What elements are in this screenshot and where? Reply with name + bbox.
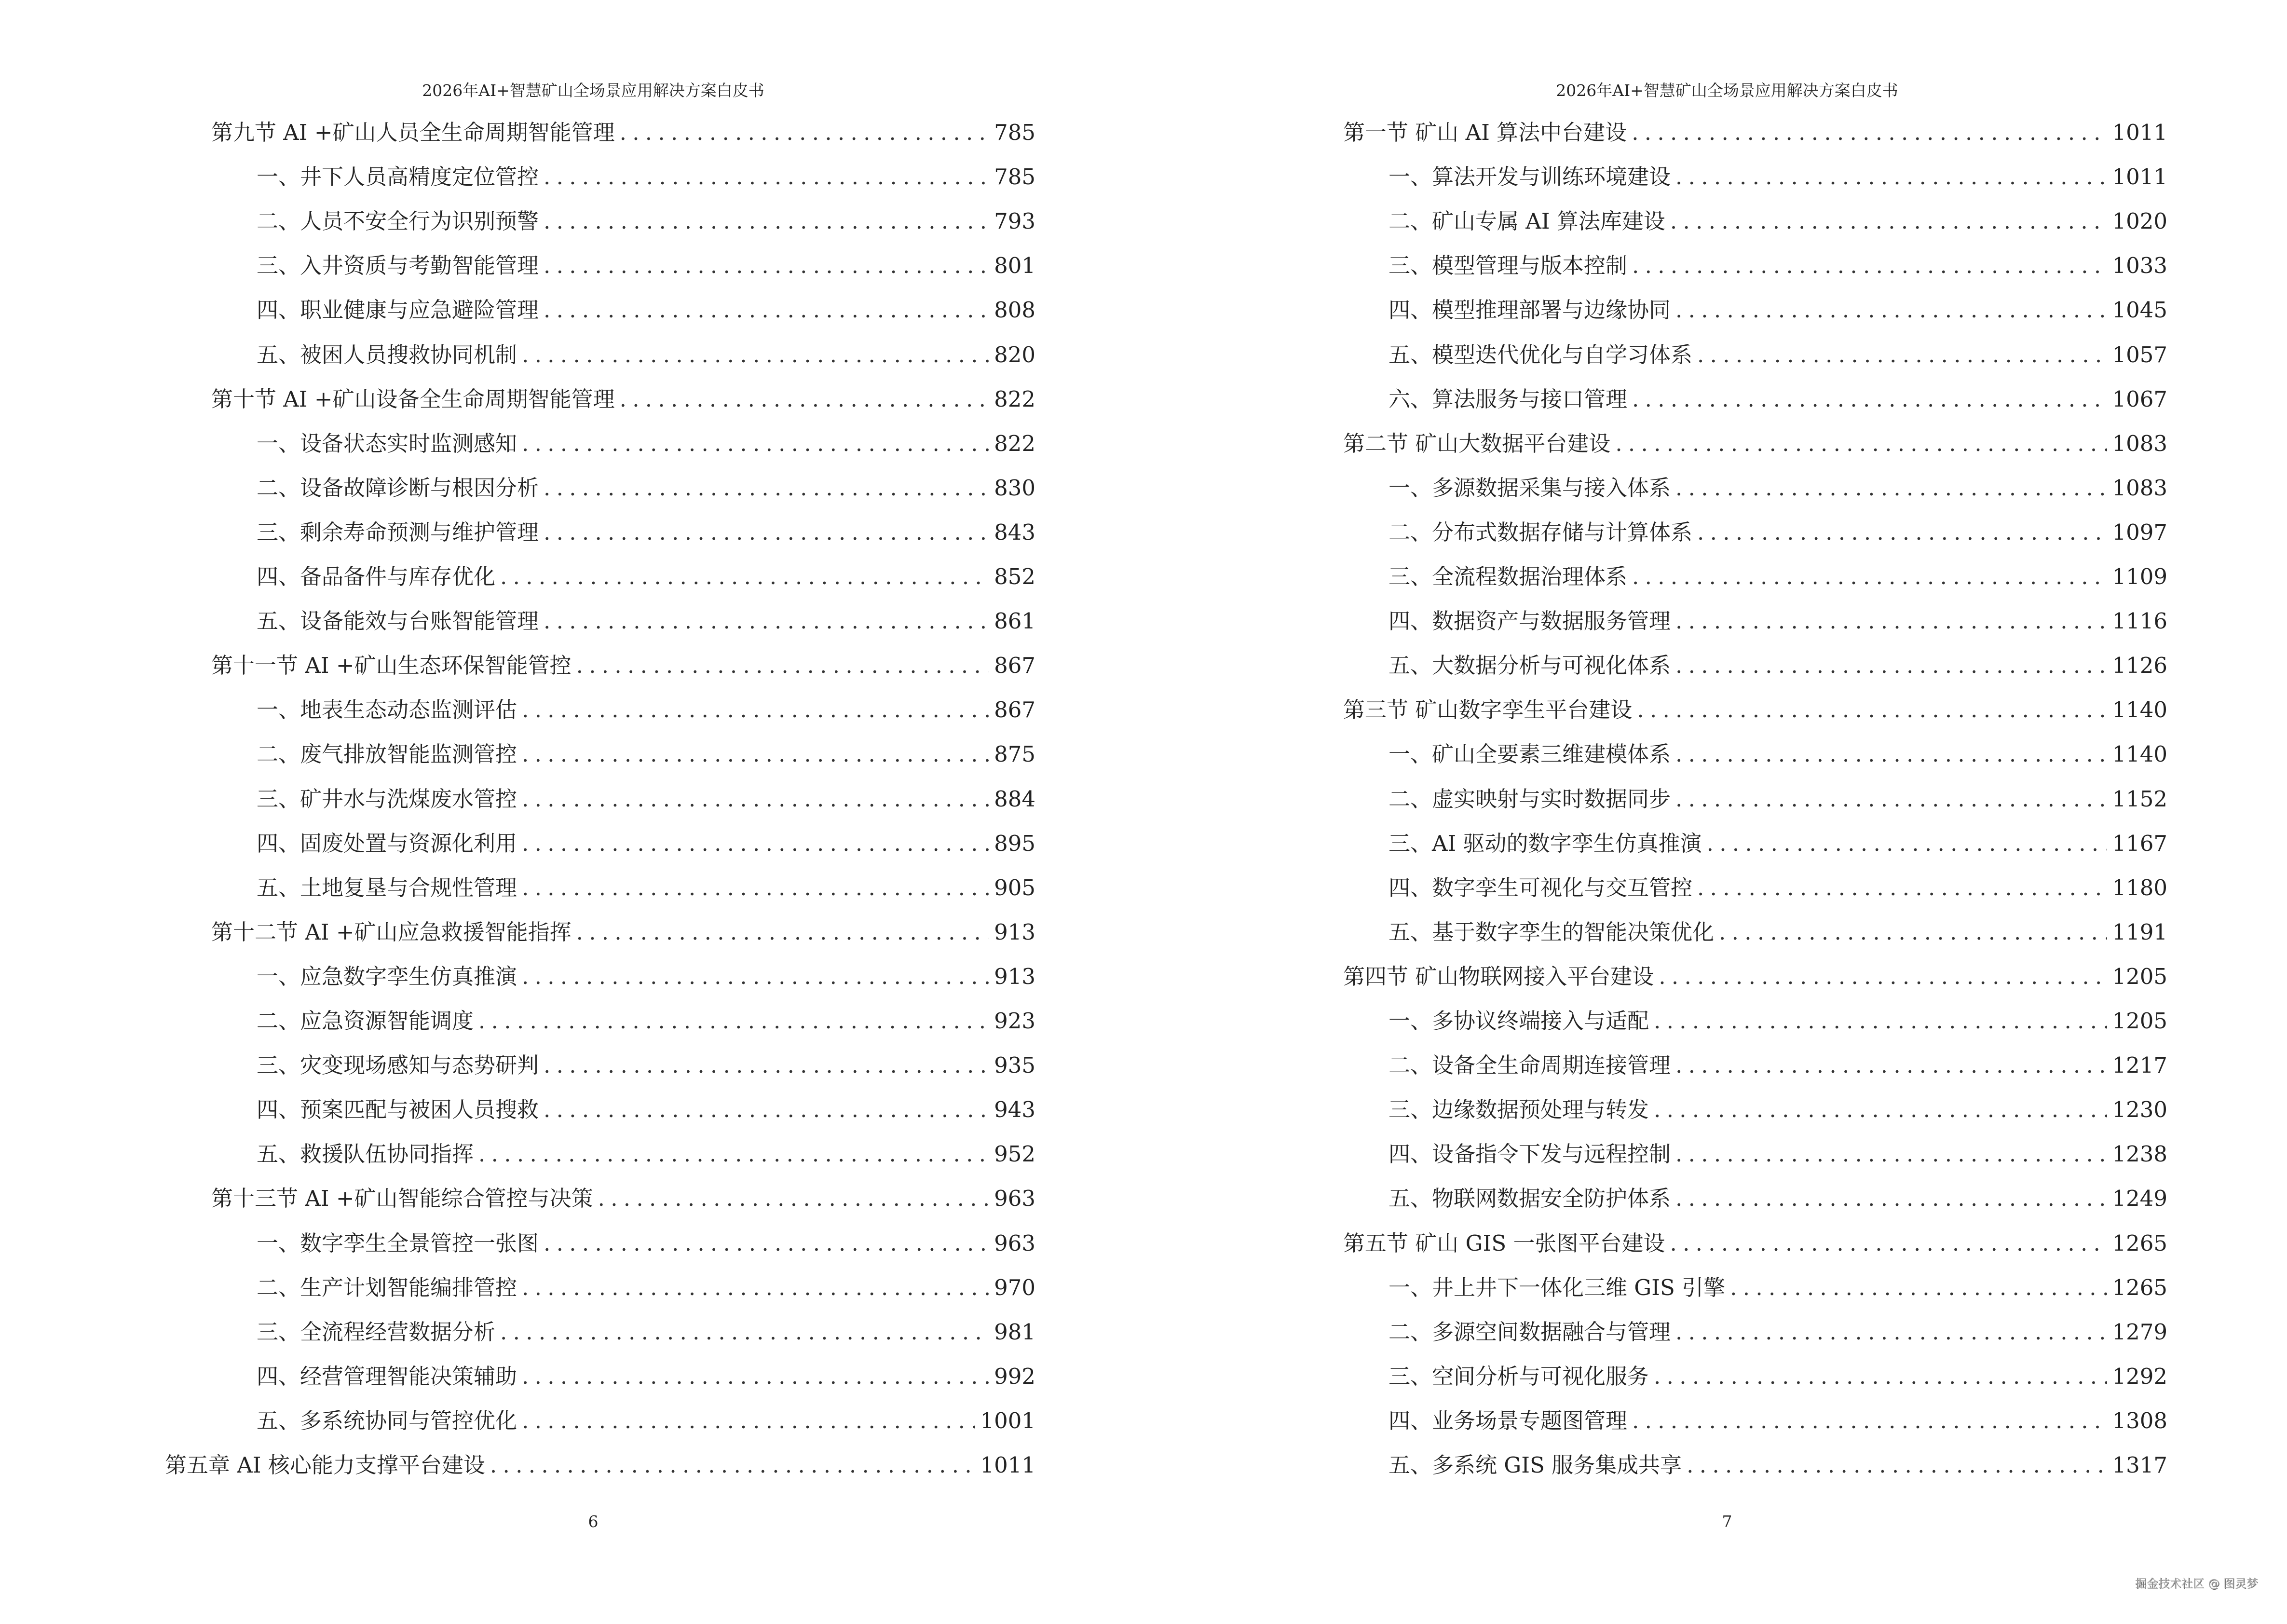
dot-leader [1670, 1229, 2107, 1258]
dot-leader [522, 1362, 989, 1391]
toc-entry-page: 1217 [2112, 1052, 2167, 1078]
toc-entry-title: 一、多协议终端接入与适配 [1389, 1008, 1649, 1034]
toc-entry-title: 第五节 矿山 GIS 一张图平台建设 [1343, 1230, 1665, 1256]
toc-entry-title: 第十一节 AI +矿山生态环保智能管控 [211, 653, 572, 679]
toc-entry-page: 1191 [2112, 919, 2167, 945]
toc-entry-title: 一、多源数据采集与接入体系 [1389, 475, 1671, 501]
toc-entry-title: 一、井上井下一体化三维 GIS 引擎 [1389, 1274, 1726, 1300]
toc-entry-page: 1152 [2112, 786, 2167, 812]
toc-entry-title: 五、基于数字孪生的智能决策优化 [1389, 919, 1715, 945]
dot-leader [1697, 341, 2107, 369]
toc-entry-title: 五、多系统 GIS 服务集成共享 [1389, 1452, 1682, 1478]
toc-entry-page: 1205 [2112, 963, 2167, 989]
dot-leader [522, 1273, 989, 1302]
toc-entry-title: 四、数据资产与数据服务管理 [1389, 608, 1671, 634]
toc-entry-item[interactable] [1389, 740, 2167, 769]
dot-leader [522, 873, 989, 902]
dot-leader [1632, 562, 2107, 591]
toc-entry-item[interactable] [257, 785, 1035, 814]
toc-entry-page: 785 [994, 164, 1035, 190]
toc-entry-item[interactable] [257, 1229, 1035, 1258]
toc-entry-title: 一、数字孪生全景管控一张图 [257, 1230, 539, 1256]
toc-entry-title: 六、算法服务与接口管理 [1389, 386, 1628, 412]
toc-entry-section[interactable] [1343, 962, 2167, 991]
dot-leader [1632, 251, 2107, 280]
toc-entry-title: 二、多源空间数据融合与管理 [1389, 1319, 1671, 1345]
dot-leader [1675, 740, 2107, 769]
toc-entry-title: 四、职业健康与应急避险管理 [257, 297, 539, 323]
toc-entry-page: 1140 [2112, 741, 2167, 767]
dot-leader [500, 562, 989, 591]
toc-entry-title: 一、井下人员高精度定位管控 [257, 164, 539, 190]
toc-entry-page: 970 [994, 1274, 1035, 1300]
toc-entry-page: 1067 [2112, 386, 2167, 412]
dot-leader [544, 474, 989, 503]
toc-entry-page: 1308 [2112, 1407, 2167, 1433]
toc-entry-page: 852 [994, 564, 1035, 589]
toc-entry-section[interactable] [211, 918, 1035, 947]
dot-leader [522, 740, 989, 769]
toc-entry-page: 1045 [2112, 297, 2167, 323]
toc-entry-page: 1011 [2112, 120, 2167, 145]
dot-leader [522, 1406, 975, 1435]
toc-entry-title: 第十二节 AI +矿山应急救援智能指挥 [211, 919, 572, 945]
toc-entry-page: 1083 [2112, 475, 2167, 501]
toc-entry-page: 935 [994, 1052, 1035, 1078]
toc-entry-item[interactable] [1389, 518, 2167, 547]
dot-leader [478, 1140, 989, 1169]
toc-entry-page: 793 [994, 208, 1035, 234]
toc-entry-item[interactable] [257, 429, 1035, 458]
toc-entry-page: 1033 [2112, 253, 2167, 279]
toc-entry-page: 992 [994, 1363, 1035, 1389]
dot-leader [522, 696, 989, 724]
toc-entry-title: 第十三节 AI +矿山智能综合管控与决策 [211, 1186, 593, 1212]
toc-entry-item[interactable] [1389, 1318, 2167, 1347]
toc-entry-section[interactable] [211, 118, 1035, 147]
running-header: 2026年AI+智慧矿山全场景应用解决方案白皮书 [422, 81, 764, 100]
toc-entry-title: 五、设备能效与台账智能管理 [257, 608, 539, 634]
toc-entry-item[interactable] [1389, 651, 2167, 680]
toc-entry-page: 952 [994, 1141, 1035, 1167]
dot-leader [576, 651, 990, 680]
toc-entry-page: 830 [994, 475, 1035, 501]
toc-entry-title: 三、灾变现场感知与态势研判 [257, 1052, 539, 1078]
toc-entry-title: 四、业务场景专题图管理 [1389, 1407, 1628, 1433]
toc-entry-title: 五、被困人员搜救协同机制 [257, 341, 517, 368]
toc-entry-page: 884 [994, 786, 1035, 812]
dot-leader [544, 518, 989, 547]
toc-entry-item[interactable] [1389, 251, 2167, 280]
dot-leader [1697, 873, 2107, 902]
dot-leader [620, 385, 990, 414]
toc-entry-item[interactable] [257, 1095, 1035, 1124]
toc-entry-item[interactable] [257, 251, 1035, 280]
toc-entry-item[interactable] [257, 740, 1035, 769]
toc-entry-page: 1317 [2112, 1452, 2167, 1478]
toc-entry-page: 1011 [980, 1452, 1035, 1478]
dot-leader [1675, 785, 2107, 814]
toc-entry-section[interactable] [1343, 429, 2167, 458]
toc-entry-page: 963 [994, 1230, 1035, 1256]
dot-leader [522, 785, 989, 814]
toc-entry-title: 二、虚实映射与实时数据同步 [1389, 786, 1671, 812]
toc-entry-title: 四、预案匹配与被困人员搜救 [257, 1097, 539, 1123]
toc-entry-page: 875 [994, 741, 1035, 767]
dot-leader [544, 607, 989, 636]
toc-entry-page: 981 [994, 1319, 1035, 1345]
toc-entry-item[interactable] [1389, 385, 2167, 414]
toc-entry-item[interactable] [1389, 1007, 2167, 1036]
toc-entry-title: 五、救援队伍协同指挥 [257, 1141, 474, 1167]
toc-entry-title: 四、固废处置与资源化利用 [257, 830, 517, 856]
dot-leader [598, 1184, 990, 1213]
toc-entry-title: 二、应急资源智能调度 [257, 1008, 474, 1034]
toc-entry-title: 二、废气排放智能监测管控 [257, 741, 517, 767]
toc-entry-title: 四、设备指令下发与远程控制 [1389, 1141, 1671, 1167]
toc-entry-page: 923 [994, 1008, 1035, 1034]
toc-entry-item[interactable] [1389, 1184, 2167, 1213]
toc-entry-title: 第四节 矿山物联网接入平台建设 [1343, 963, 1654, 989]
toc-entry-item[interactable] [1389, 1273, 2167, 1302]
toc-entry-title: 一、矿山全要素三维建模体系 [1389, 741, 1671, 767]
dot-leader [1675, 296, 2107, 325]
dot-leader [1654, 1007, 2107, 1036]
toc-entry-title: 五、多系统协同与管控优化 [257, 1407, 517, 1433]
dot-leader [1687, 1451, 2107, 1480]
toc-entry-page: 808 [994, 297, 1035, 323]
watermark: 掘金技术社区 @ 图灵梦 [2135, 1577, 2258, 1590]
dot-leader [1675, 651, 2107, 680]
toc-entry-item[interactable] [257, 207, 1035, 236]
toc-entry-page: 1001 [980, 1407, 1035, 1433]
toc-entry-title: 二、设备故障诊断与根因分析 [257, 475, 539, 501]
toc-entry-page: 1083 [2112, 430, 2167, 456]
toc-entry-section[interactable] [1343, 1229, 2167, 1258]
toc-entry-page: 1020 [2112, 208, 2167, 234]
toc-entry-item[interactable] [1389, 163, 2167, 191]
toc-entry-title: 三、空间分析与可视化服务 [1389, 1363, 1649, 1389]
toc-entry-title: 第三节 矿山数字孪生平台建设 [1343, 697, 1633, 723]
toc-entry-page: 1116 [2112, 608, 2167, 634]
toc-entry-title: 四、经营管理智能决策辅助 [257, 1363, 517, 1389]
toc-entry-item[interactable] [1389, 1362, 2167, 1391]
toc-entry-title: 三、全流程经营数据分析 [257, 1319, 496, 1345]
toc-entry-item[interactable] [257, 1362, 1035, 1391]
dot-leader [1675, 1051, 2107, 1080]
dot-leader [1632, 1406, 2107, 1435]
dot-leader [544, 251, 989, 280]
toc-entry-title: 三、AI 驱动的数字孪生仿真推演 [1389, 830, 1702, 856]
toc-entry-page: 1109 [2112, 564, 2167, 589]
toc-entry-page: 1279 [2112, 1319, 2167, 1345]
toc-entry-item[interactable] [257, 518, 1035, 547]
dot-leader [544, 1051, 989, 1080]
toc-entry-page: 867 [994, 697, 1035, 723]
toc-entry-item[interactable] [1389, 785, 2167, 814]
toc-entry-title: 四、数字孪生可视化与交互管控 [1389, 874, 1693, 901]
toc-entry-chapter[interactable] [165, 1451, 1035, 1480]
toc-entry-page: 1238 [2112, 1141, 2167, 1167]
dot-leader [1719, 918, 2107, 947]
toc-entry-title: 二、人员不安全行为识别预警 [257, 208, 539, 234]
toc-entry-page: 1249 [2112, 1186, 2167, 1212]
toc-entry-item[interactable] [257, 341, 1035, 369]
dot-leader [1654, 1362, 2107, 1391]
toc-entry-item[interactable] [1389, 562, 2167, 591]
dot-leader [1675, 1318, 2107, 1347]
toc-entry-item[interactable] [257, 1273, 1035, 1302]
toc-entry-item[interactable] [257, 296, 1035, 325]
toc-entry-item[interactable] [1389, 607, 2167, 636]
toc-entry-section[interactable] [211, 1184, 1035, 1213]
dot-leader [544, 207, 989, 236]
toc-entry-title: 二、设备全生命周期连接管理 [1389, 1052, 1671, 1078]
dot-leader [522, 341, 989, 369]
toc-entry-page: 861 [994, 608, 1035, 634]
dot-leader [478, 1007, 989, 1036]
toc-entry-item[interactable] [1389, 1095, 2167, 1124]
toc-entry-page: 1292 [2112, 1363, 2167, 1389]
toc-entry-page: 913 [994, 963, 1035, 989]
dot-leader [1637, 696, 2107, 724]
dot-leader [1632, 385, 2107, 414]
toc-entry-page: 943 [994, 1097, 1035, 1123]
toc-entry-item[interactable] [1389, 341, 2167, 369]
dot-leader [500, 1318, 989, 1347]
toc-entry-page: 1180 [2112, 874, 2167, 901]
toc-entry-item[interactable] [257, 163, 1035, 191]
toc-entry-title: 三、矿井水与洗煤废水管控 [257, 786, 517, 812]
toc-entry-page: 895 [994, 830, 1035, 856]
dot-leader [1654, 1095, 2107, 1124]
toc-entry-section[interactable] [1343, 696, 2167, 724]
dot-leader [1632, 118, 2107, 147]
toc-entry-page: 1265 [2112, 1274, 2167, 1300]
toc-entry-item[interactable] [1389, 873, 2167, 902]
dot-leader [522, 962, 989, 991]
toc-entry-title: 四、模型推理部署与边缘协同 [1389, 297, 1671, 323]
dot-leader [522, 829, 989, 858]
toc-entry-page: 843 [994, 519, 1035, 545]
dot-leader [544, 163, 989, 191]
toc-entry-item[interactable] [257, 829, 1035, 858]
toc-entry-page: 1265 [2112, 1230, 2167, 1256]
toc-entry-page: 822 [994, 386, 1035, 412]
toc-entry-page: 801 [994, 253, 1035, 279]
toc-entry-section[interactable] [211, 651, 1035, 680]
toc-entry-title: 一、地表生态动态监测评估 [257, 697, 517, 723]
running-header: 2026年AI+智慧矿山全场景应用解决方案白皮书 [1556, 81, 1898, 100]
dot-leader [1670, 207, 2108, 236]
toc-entry-title: 二、矿山专属 AI 算法库建设 [1389, 208, 1665, 234]
toc-entry-section[interactable] [1343, 118, 2167, 147]
toc-entry-page: 1011 [2112, 164, 2167, 190]
toc-entry-page: 913 [994, 919, 1035, 945]
dot-leader [490, 1451, 976, 1480]
toc-entry-title: 三、边缘数据预处理与转发 [1389, 1097, 1649, 1123]
toc-entry-page: 1167 [2112, 830, 2167, 856]
toc-entry-title: 五、模型迭代优化与自学习体系 [1389, 341, 1693, 368]
toc-entry-title: 二、分布式数据存储与计算体系 [1389, 519, 1693, 545]
dot-leader [1675, 163, 2107, 191]
toc-entry-title: 五、大数据分析与可视化体系 [1389, 653, 1671, 679]
page-number: 7 [1722, 1512, 1732, 1531]
toc-entry-page: 1126 [2112, 653, 2167, 679]
toc-entry-page: 785 [994, 120, 1035, 145]
dot-leader [1675, 474, 2107, 503]
toc-entry-item[interactable] [257, 607, 1035, 636]
toc-entry-title: 一、设备状态实时监测感知 [257, 430, 517, 456]
toc-entry-page: 1140 [2112, 697, 2167, 723]
toc-entry-item[interactable] [1389, 296, 2167, 325]
toc-entry-page: 820 [994, 341, 1035, 368]
dot-leader [1675, 1184, 2107, 1213]
toc-entry-item[interactable] [257, 1140, 1035, 1169]
toc-entry-title: 第五章 AI 核心能力支撑平台建设 [165, 1452, 485, 1478]
dot-leader [1697, 518, 2107, 547]
toc-entry-item[interactable] [257, 696, 1035, 724]
toc-entry-page: 1230 [2112, 1097, 2167, 1123]
toc-entry-title: 第二节 矿山大数据平台建设 [1343, 430, 1611, 456]
dot-leader [1675, 607, 2107, 636]
page-number: 6 [588, 1512, 599, 1531]
toc-entry-title: 五、土地复垦与合规性管理 [257, 874, 517, 901]
toc-entry-title: 第一节 矿山 AI 算法中台建设 [1343, 120, 1627, 145]
toc-entry-item[interactable] [257, 1406, 1035, 1435]
toc-entry-item[interactable] [1389, 474, 2167, 503]
toc-entry-item[interactable] [1389, 1140, 2167, 1169]
toc-entry-title: 一、算法开发与训练环境建设 [1389, 164, 1671, 190]
dot-leader [1707, 829, 2108, 858]
toc-entry-item[interactable] [257, 1007, 1035, 1036]
toc-entry-page: 867 [994, 653, 1035, 679]
toc-entry-item[interactable] [1389, 918, 2167, 947]
dot-leader [576, 918, 990, 947]
toc-entry-page: 963 [994, 1186, 1035, 1212]
toc-entry-item[interactable] [1389, 829, 2167, 858]
toc-entry-item[interactable] [1389, 1051, 2167, 1080]
toc-entry-item[interactable] [257, 1051, 1035, 1080]
toc-entry-page: 1057 [2112, 341, 2167, 368]
dot-leader [522, 429, 989, 458]
right-page [1144, 0, 2287, 1624]
toc-entry-item[interactable] [257, 474, 1035, 503]
toc-entry-item[interactable] [1389, 1406, 2167, 1435]
toc-entry-item[interactable] [1389, 1451, 2167, 1480]
dot-leader [544, 1229, 989, 1258]
toc-entry-page: 1097 [2112, 519, 2167, 545]
toc-entry-item[interactable] [257, 1318, 1035, 1347]
toc-entry-title: 三、剩余寿命预测与维护管理 [257, 519, 539, 545]
dot-leader [1675, 1140, 2107, 1169]
toc-entry-title: 二、生产计划智能编排管控 [257, 1274, 517, 1300]
toc-entry-title: 四、备品备件与库存优化 [257, 564, 496, 589]
dot-leader [544, 1095, 989, 1124]
toc-entry-title: 一、应急数字孪生仿真推演 [257, 963, 517, 989]
toc-entry-section[interactable] [211, 385, 1035, 414]
dot-leader [620, 118, 990, 147]
toc-entry-title: 五、物联网数据安全防护体系 [1389, 1186, 1671, 1212]
toc-entry-title: 三、模型管理与版本控制 [1389, 253, 1628, 279]
toc-entry-title: 三、全流程数据治理体系 [1389, 564, 1628, 589]
dot-leader [1730, 1273, 2107, 1302]
toc-entry-item[interactable] [1389, 207, 2167, 236]
toc-entry-page: 822 [994, 430, 1035, 456]
toc-entry-item[interactable] [257, 962, 1035, 991]
toc-entry-page: 1205 [2112, 1008, 2167, 1034]
toc-entry-title: 第九节 AI +矿山人员全生命周期智能管理 [211, 120, 615, 145]
dot-leader [544, 296, 989, 325]
toc-entry-title: 第十节 AI +矿山设备全生命周期智能管理 [211, 386, 615, 412]
toc-entry-item[interactable] [257, 562, 1035, 591]
toc-entry-page: 905 [994, 874, 1035, 901]
toc-entry-item[interactable] [257, 873, 1035, 902]
dot-leader [1615, 429, 2107, 458]
toc-entry-title: 三、入井资质与考勤智能管理 [257, 253, 539, 279]
dot-leader [1659, 962, 2107, 991]
